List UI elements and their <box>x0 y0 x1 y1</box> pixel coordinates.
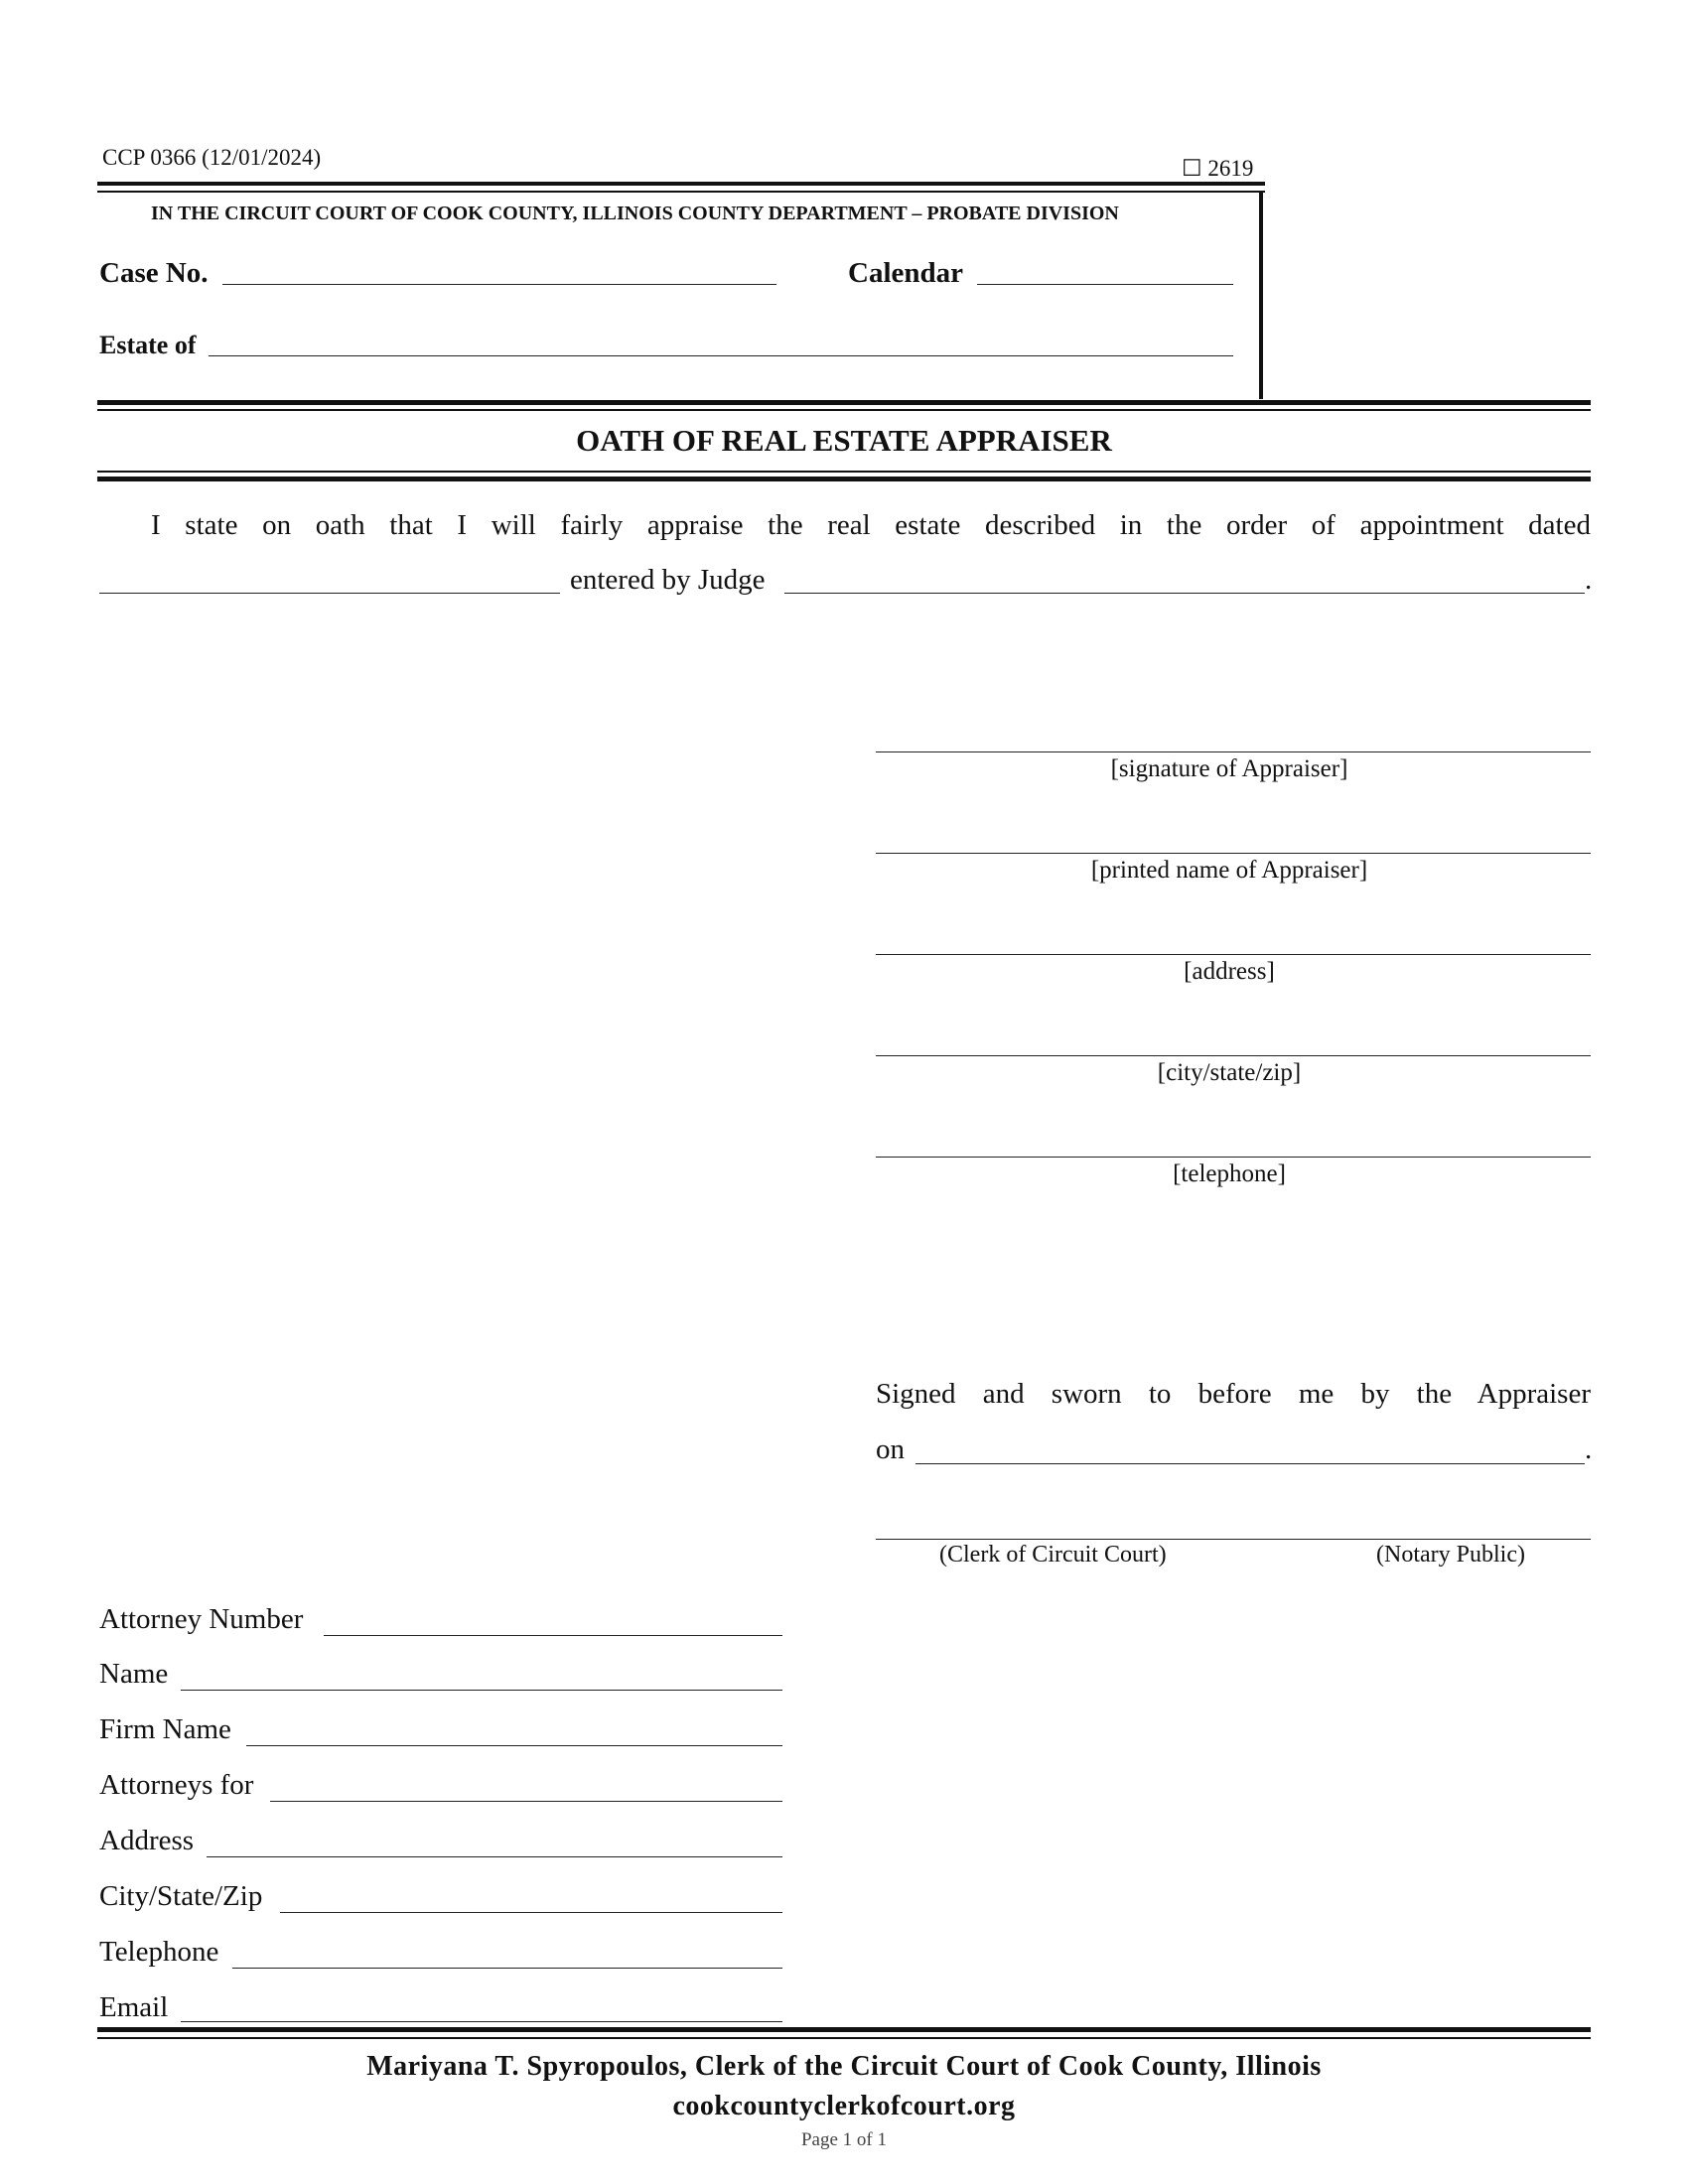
footer-website[interactable]: cookcountyclerkofcourt.org <box>672 2091 1016 2121</box>
firm-name-field[interactable] <box>246 1745 782 1746</box>
attorney-city-field[interactable] <box>280 1912 782 1913</box>
attorneys-for-field[interactable] <box>270 1801 782 1802</box>
page-number: Page 1 of 1 <box>800 2129 887 2150</box>
court-title: IN THE CIRCUIT COURT OF COOK COUNTY, ILLINOIS COUNTY DEPARTMENT – PROBATE DIVISION <box>151 203 1119 224</box>
telephone-line[interactable] <box>876 1157 1591 1158</box>
attorney-address-field[interactable] <box>207 1856 782 1857</box>
clerk-caption: (Clerk of Circuit Court) <box>939 1542 1167 1568</box>
estate-of-label: Estate of <box>99 331 197 359</box>
footer-top-rule-thin <box>97 2037 1591 2039</box>
sworn-text: Signed and sworn to before me by the Appraiser <box>876 1378 1591 1410</box>
firm-name-label: Firm Name <box>99 1713 231 1745</box>
header-box-top-rule-thin <box>97 191 1265 193</box>
sworn-period: . <box>1585 1433 1593 1465</box>
attorney-name-field[interactable] <box>181 1690 782 1691</box>
attorney-number-field[interactable] <box>324 1635 782 1636</box>
signature-caption: [signature of Appraiser] <box>1110 755 1348 782</box>
oath-period: . <box>1585 564 1593 596</box>
entered-by-judge-label: entered by Judge <box>570 564 766 596</box>
checkbox-code-label: 2619 <box>1207 156 1254 181</box>
signature-line[interactable] <box>876 751 1591 752</box>
footer-top-rule <box>97 2027 1591 2032</box>
city-state-zip-caption: [city/state/zip] <box>1157 1059 1302 1086</box>
page-title: OATH OF REAL ESTATE APPRAISER <box>576 423 1112 458</box>
judge-name-field[interactable] <box>784 593 1585 594</box>
case-no-field[interactable] <box>222 284 776 285</box>
attorney-address-label: Address <box>99 1825 195 1856</box>
attorney-name-label: Name <box>99 1658 169 1690</box>
notary-caption: (Notary Public) <box>1376 1542 1525 1568</box>
estate-of-field[interactable] <box>209 355 1233 356</box>
case-no-label: Case No. <box>99 257 209 289</box>
printed-name-caption: [printed name of Appraiser] <box>1090 857 1368 884</box>
order-date-field[interactable] <box>99 593 560 594</box>
address-line[interactable] <box>876 954 1591 955</box>
calendar-field[interactable] <box>977 284 1233 285</box>
title-top-rule-thin <box>97 409 1591 411</box>
calendar-label: Calendar <box>848 257 963 289</box>
checkbox-icon[interactable]: ☐ <box>1182 156 1202 181</box>
form-code: CCP 0366 (12/01/2024) <box>102 145 322 170</box>
telephone-caption: [telephone] <box>1173 1160 1286 1187</box>
address-caption: [address] <box>1184 958 1275 985</box>
attorney-email-label: Email <box>99 1991 169 2023</box>
header-box-top-rule <box>97 182 1265 186</box>
form-checkbox-code[interactable] <box>1182 156 1253 182</box>
clerk-notary-signature-line[interactable] <box>876 1539 1591 1540</box>
attorney-email-field[interactable] <box>181 2021 782 2022</box>
attorney-number-label: Attorney Number <box>99 1603 304 1635</box>
title-bottom-rule-thin <box>97 471 1591 473</box>
attorney-city-label: City/State/Zip <box>99 1880 263 1912</box>
footer-clerk-line: Mariyana T. Spyropoulos, Clerk of the Circuit Court of Cook County, Illinois <box>366 2051 1322 2082</box>
header-box-right-rule <box>1259 191 1263 399</box>
sworn-on-label: on <box>876 1433 905 1465</box>
title-bottom-rule <box>97 477 1591 481</box>
attorney-telephone-field[interactable] <box>232 1968 782 1969</box>
sworn-date-field[interactable] <box>915 1463 1585 1464</box>
oath-line-1: I state on oath that I will fairly appraise the real estate described in the order of appointment dated <box>151 509 1591 541</box>
printed-name-line[interactable] <box>876 853 1591 854</box>
attorney-telephone-label: Telephone <box>99 1936 219 1968</box>
title-top-rule <box>97 400 1591 405</box>
attorneys-for-label: Attorneys for <box>99 1769 254 1801</box>
city-state-zip-line[interactable] <box>876 1055 1591 1056</box>
